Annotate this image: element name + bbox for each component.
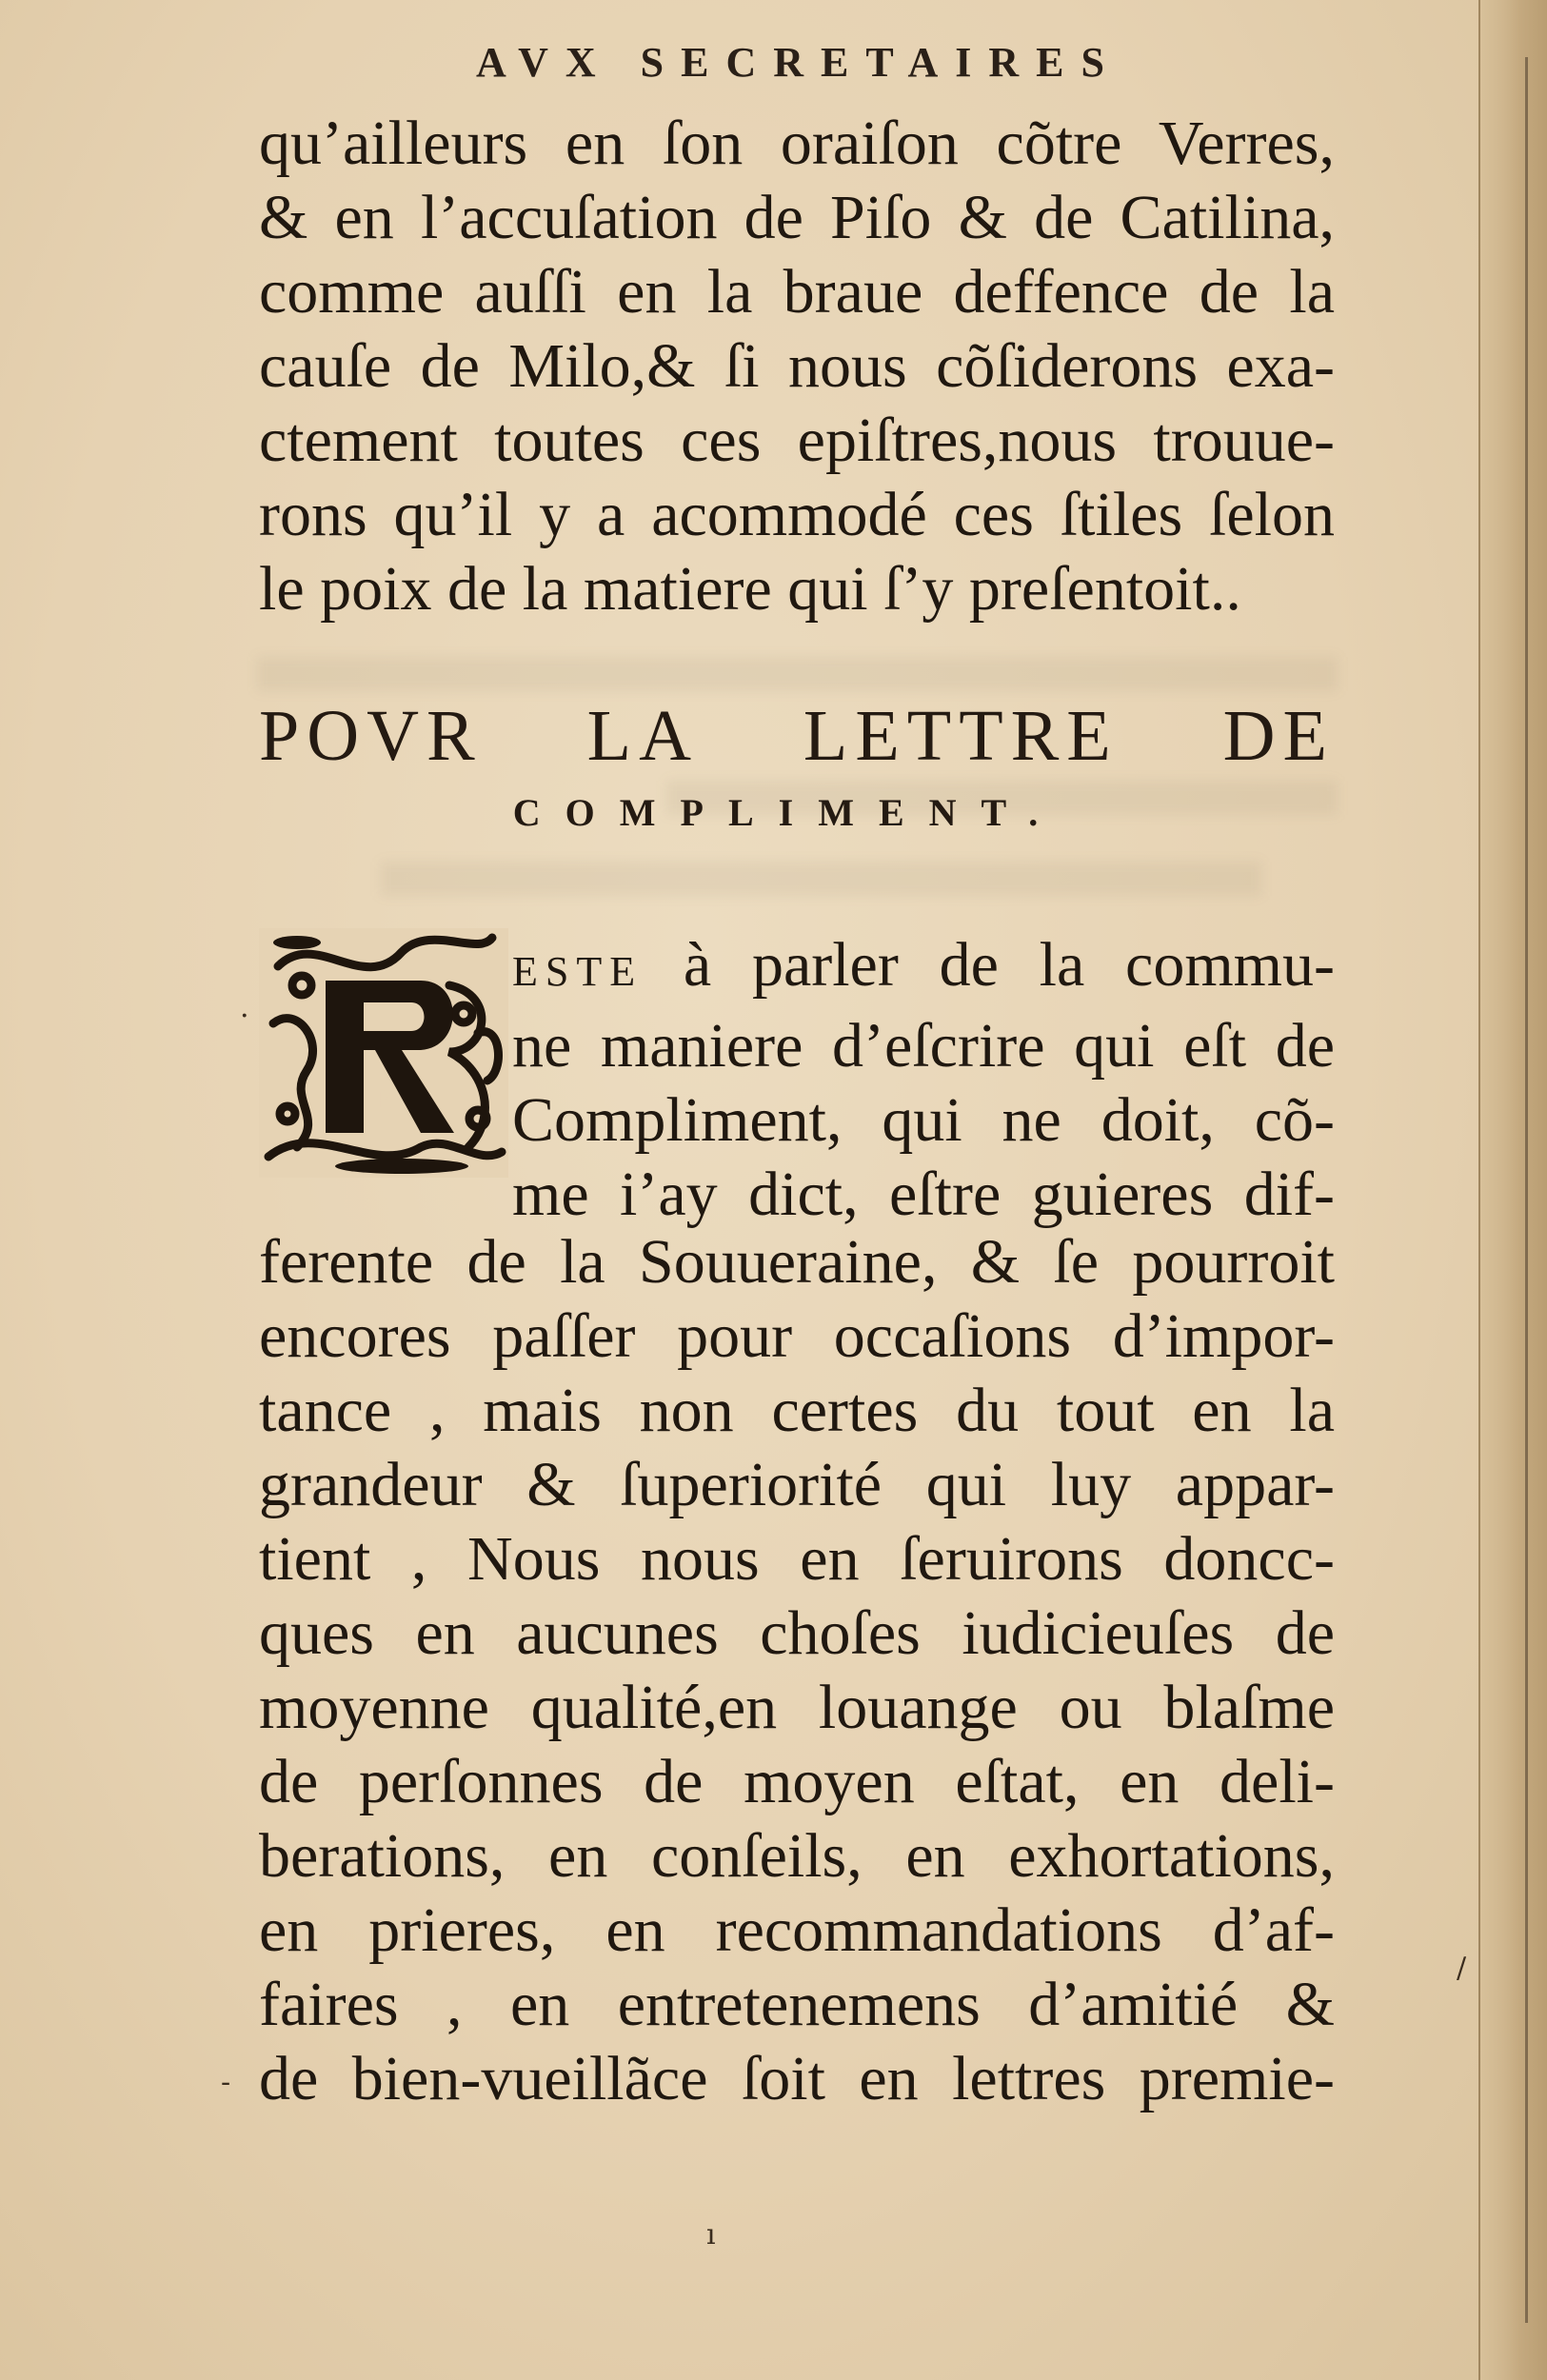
- paragraph-2-full: [259, 1225, 1335, 2116]
- text-line: tance , mais non certes du tout en la: [259, 1376, 1335, 1445]
- text-line: ne maniere d’eſcrire qui eſt de: [512, 1011, 1335, 1081]
- text-line: tient , Nous nous en ſeruirons doncc-: [259, 1524, 1335, 1594]
- bleed-through: [257, 657, 1338, 691]
- text-line: Compliment, qui ne doit, cõ-: [512, 1085, 1335, 1155]
- margin-mark: /: [1457, 1952, 1467, 1985]
- section-heading: [259, 695, 1335, 778]
- text-line: [512, 928, 1335, 1009]
- section-subheading: [0, 790, 1547, 835]
- book-gutter: [1478, 0, 1547, 2380]
- text-line: & en l’accuſation de Piſo & de Catilina,: [259, 183, 1335, 252]
- paragraph-1: [259, 107, 1335, 626]
- heading-word: POVR: [259, 696, 483, 776]
- text-line: moyenne qualité,en louange ou blaſme: [259, 1673, 1335, 1742]
- text-line: comme auſſi en la braue deffence de la: [259, 257, 1335, 327]
- text-line: rons qu’il y a acommodé ces ſtiles ſelon: [259, 480, 1335, 549]
- gutter-edge-line: [1525, 57, 1528, 2323]
- text-line: ctement toutes ces epiſtres,nous trouue-: [259, 406, 1335, 475]
- text-line-rest: à parler de la commu-: [643, 930, 1335, 1000]
- text-line: grandeur & ſuperiorité qui luy appar-: [259, 1450, 1335, 1519]
- bleed-through: [381, 862, 1261, 896]
- text-line: le poix de la matiere qui ſ’y preſentoit..: [259, 554, 1241, 624]
- text-line: de perſonnes de moyen eſtat, en deli-: [259, 1747, 1335, 1816]
- first-word-caps: ESTE: [512, 948, 644, 995]
- text-line: me i’ay dict, eſtre guieres dif-: [512, 1160, 1335, 1229]
- text-line: cauſe de Milo,& ſi nous cõſiderons exa-: [259, 331, 1335, 401]
- initial-letter: R: [373, 1084, 394, 1116]
- margin-mark: -: [221, 2066, 231, 2099]
- text-line: ques en aucunes choſes iudicieuſes de: [259, 1598, 1335, 1668]
- running-head: AVX SECRETAIRES: [476, 39, 1121, 86]
- text-line: en prieres, en recommandations d’af-: [259, 1895, 1335, 1965]
- heading-word: LETTRE: [803, 696, 1119, 776]
- text-line: ferente de la Souueraine, & ſe pourroit: [259, 1227, 1335, 1297]
- text-line: berations, en conſeils, en exhortations,: [259, 1821, 1335, 1891]
- text-line: de bien-vueillãce ſoit en lettres premie-: [259, 2044, 1335, 2113]
- text-line: encores paſſer pour occaſions d’impor-: [259, 1301, 1335, 1371]
- ornamental-initial: [259, 928, 508, 1178]
- margin-mark: ·: [240, 1000, 249, 1033]
- text-line: qu’ailleurs en ſon oraiſon cõtre Verres,: [259, 109, 1335, 178]
- margin-mark: ı: [706, 2218, 716, 2251]
- paragraph-2-beside-initial: [512, 928, 1335, 1232]
- heading-word: LA: [586, 696, 699, 776]
- heading-word: DE: [1222, 696, 1335, 776]
- text-line: faires , en entretenemens d’amitié &: [259, 1970, 1335, 2039]
- subheading-text: COMPLIMENT.: [512, 791, 1063, 834]
